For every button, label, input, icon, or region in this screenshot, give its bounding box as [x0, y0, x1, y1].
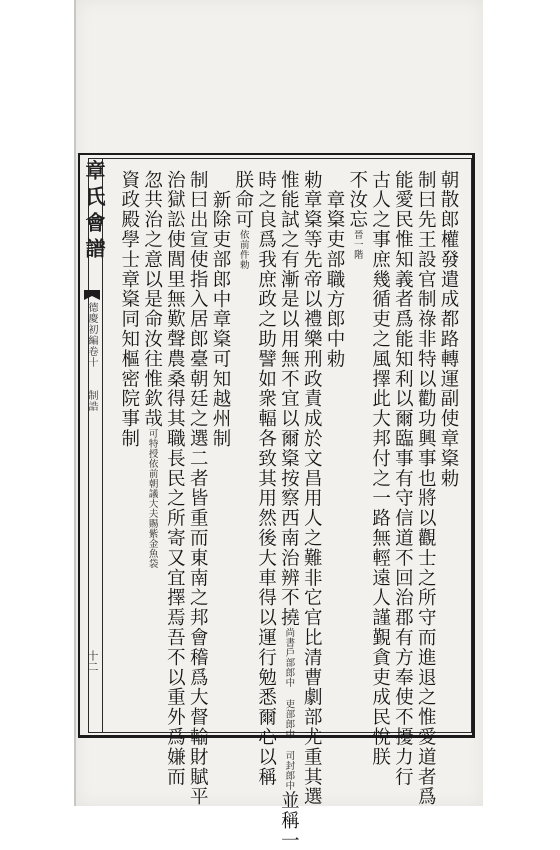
book-title: 章氏會譜 [82, 160, 106, 264]
column-text: 朕命可 [232, 170, 254, 230]
text-column [437, 170, 459, 488]
column-text: 惟能試之有漸是以用無不宜以爾楶按察西南治辨不撓 [278, 170, 300, 628]
column-text: 治獄訟使閭里無歎聲農桑得其職長民之所寄又宜擇焉吾不以重外爲嫌而 [164, 170, 186, 787]
text-column [277, 170, 299, 850]
text-column [323, 190, 345, 369]
text-column [141, 170, 163, 569]
interlinear-note: 依前件勅 [237, 229, 249, 270]
column-text: 朝散郎權發遣成都路轉運副使章楶勅 [438, 170, 459, 489]
column-text: 制曰出宣使指入居郎臺朝廷之選二者皆重而東南之邦會稽爲大督輸財賦平 [187, 170, 209, 807]
text-column [118, 170, 140, 449]
text-column [369, 170, 391, 767]
text-column [255, 170, 277, 787]
text-column [209, 190, 231, 449]
column-text: 能愛民惟知義者爲能知利以爾臨事有守信道不回治郡有方奉使不擾力行 [392, 170, 414, 787]
column-text: 新除吏部郎中章楶可知越州制 [210, 190, 231, 449]
text-column [414, 170, 436, 807]
interlinear-note: 可特授依前朝議大夫賜紫金魚袋 [146, 428, 158, 569]
column-text: 時之良爲我庶政之助譬如衆輻各致其用然後大車得以運行勉悉爾心以稱 [255, 170, 277, 787]
interlinear-note: 尚書戶部郎中 吏部郎中 司封郎中 [283, 627, 295, 791]
interlinear-note: 晉一階 [351, 229, 363, 260]
column-text: 章楶吏部職方郎中勅 [324, 190, 345, 370]
margin-page-number: 十二 [86, 650, 99, 672]
column-text: 制曰先王設官制祿非特以勸功興事也將以觀士之所守而進退之惟愛道者爲 [415, 170, 437, 807]
text-column [186, 170, 208, 807]
text-column [232, 170, 254, 270]
column-text: 資政殿學士章楶同知樞密院事制 [118, 170, 140, 449]
text-column [163, 170, 185, 787]
column-text: 勅章楶等先帝以禮樂刑政責成於文昌用人之難非它官比清曹劇部尤重其選 [301, 170, 323, 807]
column-text-continued: 並稱一 [278, 790, 300, 850]
text-column [346, 170, 368, 260]
text-column [300, 170, 322, 807]
text-column [391, 170, 413, 787]
margin-volume-label: 德慶初編卷十 [86, 302, 97, 368]
column-text: 古人之事庶幾循吏之風擇此大邦付之一路無輕遠人謹覲貪吏成民悅朕 [369, 170, 391, 767]
column-text: 不汝忘 [346, 170, 368, 230]
margin-section-label: 制誥 [86, 390, 97, 412]
column-text: 忽共治之意以是命汝往惟欽哉 [141, 170, 163, 429]
